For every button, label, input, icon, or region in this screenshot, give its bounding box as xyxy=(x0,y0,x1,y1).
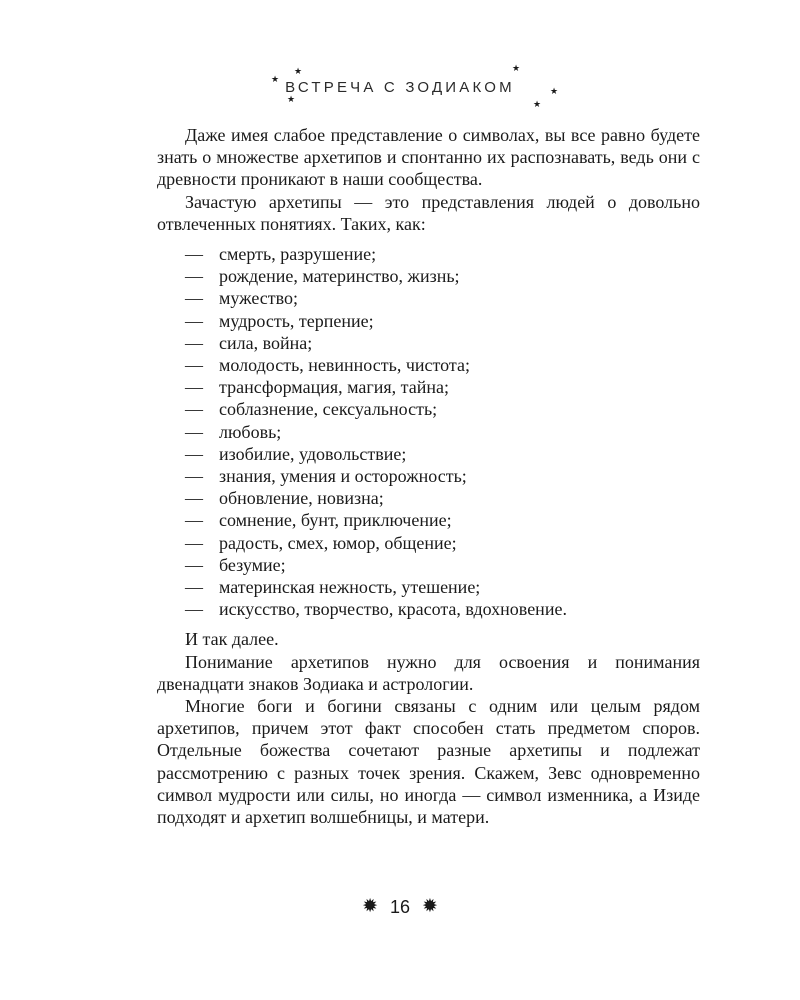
list-item xyxy=(157,554,700,576)
list-dash: — xyxy=(185,421,203,442)
list-dash: — xyxy=(185,532,203,553)
page-header xyxy=(0,0,800,120)
list-item xyxy=(157,465,700,487)
list-item xyxy=(157,443,700,465)
star-icon: ★ xyxy=(271,75,280,85)
paragraph: Даже имея слабое представление о символах, вы все равно будете знать о множестве архетипов и спонтанно их распознавать, ведь они с древности проникают в наши сообщества. xyxy=(157,125,700,190)
list-item-text: безумие; xyxy=(219,554,286,575)
list-dash: — xyxy=(185,599,203,620)
list-item xyxy=(157,310,700,332)
list-item-text: любовь; xyxy=(219,421,282,442)
list-dash: — xyxy=(185,288,203,309)
list-dash: — xyxy=(185,310,203,331)
list-item-text: обновление, новизна; xyxy=(219,488,384,509)
list-dash: — xyxy=(185,554,203,575)
sun-ornament-icon: ✹ xyxy=(362,895,378,917)
list-item xyxy=(157,598,700,620)
list-item xyxy=(157,376,700,398)
list-item xyxy=(157,487,700,509)
list-item xyxy=(157,398,700,420)
paragraph: Многие боги и богини связаны с одним или целым рядом архетипов, причем этот факт способен стать предметом споров. Отдельные божества сочетают разные архетипы и подлежат рассмотрению с разных точек зрения. Скажем, Зевс одновременно символ мудрости или силы, но иногда — символ изменника, а Изиде подходят и архетип волшебницы, и матери. xyxy=(157,696,700,828)
list-item-text: радость, смех, юмор, общение; xyxy=(219,532,457,553)
list-dash: — xyxy=(185,399,203,420)
list-item-text: изобилие, удовольствие; xyxy=(219,443,407,464)
list-item-text: мужество; xyxy=(219,288,299,309)
list-item xyxy=(157,332,700,354)
list-item-text: сила, война; xyxy=(219,332,313,353)
list-dash: — xyxy=(185,355,203,376)
paragraph: И так далее. xyxy=(185,629,279,650)
list-item xyxy=(157,509,700,531)
sun-ornament-icon: ✹ xyxy=(422,895,438,917)
list-item xyxy=(157,287,700,309)
list-dash: — xyxy=(185,510,203,531)
list-item xyxy=(157,532,700,554)
list-item-text: знания, умения и осторожность; xyxy=(219,466,467,487)
list-item-text: мудрость, терпение; xyxy=(219,310,374,331)
page-footer xyxy=(0,895,800,918)
page-number: 16 xyxy=(389,897,411,917)
star-icon: ★ xyxy=(533,100,542,110)
running-title: ВСТРЕЧА С ЗОДИАКОМ xyxy=(285,79,515,96)
list-dash: — xyxy=(185,577,203,598)
list-dash: — xyxy=(185,377,203,398)
list-item xyxy=(157,354,700,376)
list-dash: — xyxy=(185,443,203,464)
list-item-text: соблазнение, сексуальность; xyxy=(219,399,438,420)
list-item-text: рождение, материнство, жизнь; xyxy=(219,266,460,287)
list-dash: — xyxy=(185,244,203,265)
list-item xyxy=(157,421,700,443)
list-item-text: молодость, невинность, чистота; xyxy=(219,355,470,376)
list-dash: — xyxy=(185,488,203,509)
list-dash: — xyxy=(185,266,203,287)
star-icon: ★ xyxy=(287,95,296,105)
archetype-list xyxy=(157,243,700,620)
page-content xyxy=(157,124,700,828)
list-item xyxy=(157,265,700,287)
star-icon: ★ xyxy=(512,64,521,74)
list-item-text: искусство, творчество, красота, вдохновение. xyxy=(219,599,567,620)
list-item-text: материнская нежность, утешение; xyxy=(219,577,481,598)
list-item xyxy=(157,243,700,265)
list-item-text: сомнение, бунт, приключение; xyxy=(219,510,452,531)
list-dash: — xyxy=(185,332,203,353)
star-icon: ★ xyxy=(550,87,559,97)
list-dash: — xyxy=(185,466,203,487)
paragraph: Понимание архетипов нужно для освоения и понимания двенадцати знаков Зодиака и астрологии. xyxy=(157,651,700,694)
paragraph: Зачастую архетипы — это представления людей о довольно отвлеченных понятиях. Таких, как: xyxy=(157,191,700,234)
list-item xyxy=(157,576,700,598)
list-item-text: трансформация, магия, тайна; xyxy=(219,377,449,398)
star-icon: ★ xyxy=(294,67,303,77)
list-item-text: смерть, разрушение; xyxy=(219,244,377,265)
